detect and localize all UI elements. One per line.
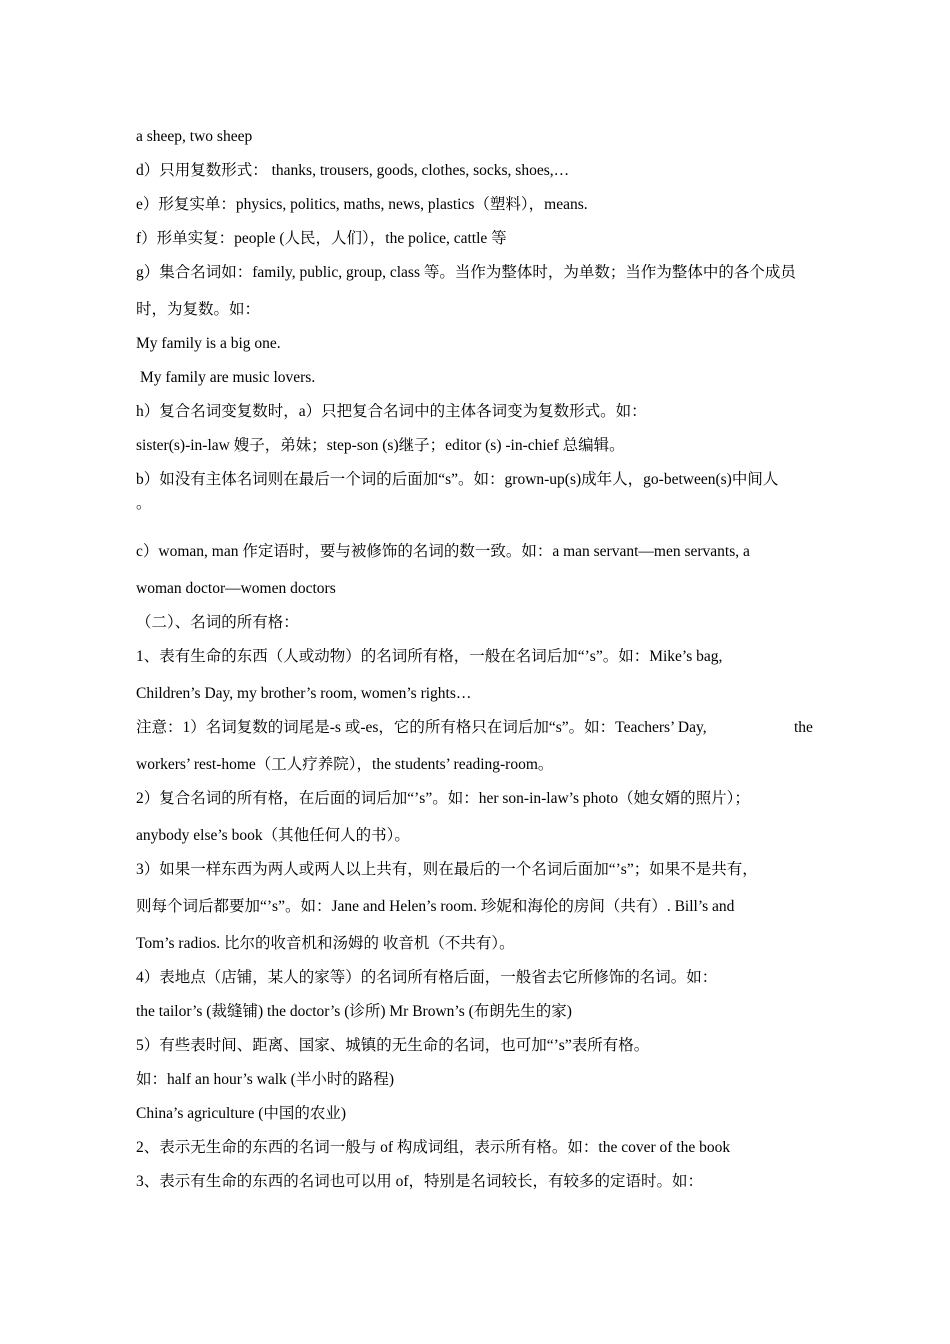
text-line: 则每个词后都要加“’s”。如：Jane and Helen’s room. 珍妮和海伦的房间（共有）. Bill’s and — [136, 898, 735, 915]
text-line: My family is a big one. — [136, 335, 281, 352]
text-line: China’s agriculture (中国的农业) — [136, 1105, 347, 1122]
text-line: 2）复合名词的所有格，在后面的词后加“’s”。如：her son-in-law’s photo（她女婿的照片）； — [136, 790, 750, 807]
text-line: Children’s Day, my brother’s room, women’s rights… — [136, 685, 472, 702]
text-line: the — [794, 719, 813, 736]
text-line: woman doctor—women doctors — [136, 580, 336, 597]
text-line: g）集合名词如：family, public, group, class 等。当作为整体时，为单数；当作为整体中的各个成员 — [136, 264, 796, 281]
text-line: anybody else’s book（其他任何人的书）。 — [136, 827, 410, 844]
text-line: sister(s)-in-law 嫂子，弟妹；step-son (s)继子；editor (s) -in-chief 总编辑。 — [136, 437, 625, 454]
text-line: 5）有些表时间、距离、国家、城镇的无生命的名词，也可加“’s”表所有格。 — [136, 1037, 650, 1054]
text-line: b）如没有主体名词则在最后一个词的后面加“s”。如：grown-up(s)成年人，go-between(s)中间人 — [136, 471, 779, 488]
text-line: 如：half an hour’s walk (半小时的路程) — [136, 1071, 395, 1088]
text-line: Tom’s radios. 比尔的收音机和汤姆的 收音机（不共有）。 — [136, 935, 515, 952]
text-line: 4）表地点（店铺，某人的家等）的名词所有格后面，一般省去它所修饰的名词。如： — [136, 969, 718, 986]
text-line: 注意：1）名词复数的词尾是-s 或-es，它的所有格只在词后加“s”。如：Teachers’ Day, — [136, 719, 707, 736]
text-line: 时，为复数。如： — [136, 301, 261, 318]
text-line: 3）如果一样东西为两人或两人以上共有，则在最后的一个名词后面加“’s”；如果不是共有， — [136, 861, 758, 878]
section-heading: （二）、名词的所有格： — [136, 614, 299, 631]
text-line: d）只用复数形式： thanks, trousers, goods, clothes, socks, shoes,… — [136, 162, 570, 179]
text-line: c）woman, man 作定语时，要与被修饰的名词的数一致。如：a man servant—men servants, a — [136, 543, 750, 560]
text-line: 3、表示有生命的东西的名词也可以用 of，特别是名词较长，有较多的定语时。如： — [136, 1173, 704, 1190]
text-line: 。 — [136, 495, 152, 512]
text-line: 1、表有生命的东西（人或动物）的名词所有格，一般在名词后加“’s”。如：Mike’s bag, — [136, 648, 723, 665]
text-line: My family are music lovers. — [140, 369, 316, 386]
text-line: 2、表示无生命的东西的名词一般与 of 构成词组，表示所有格。如：the cover of the book — [136, 1139, 731, 1156]
text-line: f）形单实复：people (人民，人们），the police, cattle 等 — [136, 230, 507, 247]
text-line: a sheep, two sheep — [136, 128, 253, 145]
text-line: workers’ rest-home（工人疗养院），the students’ reading-room。 — [136, 756, 554, 773]
text-line: e）形复实单：physics, politics, maths, news, plastics（塑料），means. — [136, 196, 588, 213]
text-line: the tailor’s (裁缝铺) the doctor’s (诊所) Mr Brown’s (布朗先生的家) — [136, 1003, 572, 1020]
text-line: h）复合名词变复数时，a）只把复合名词中的主体各词变为复数形式。如： — [136, 403, 647, 420]
